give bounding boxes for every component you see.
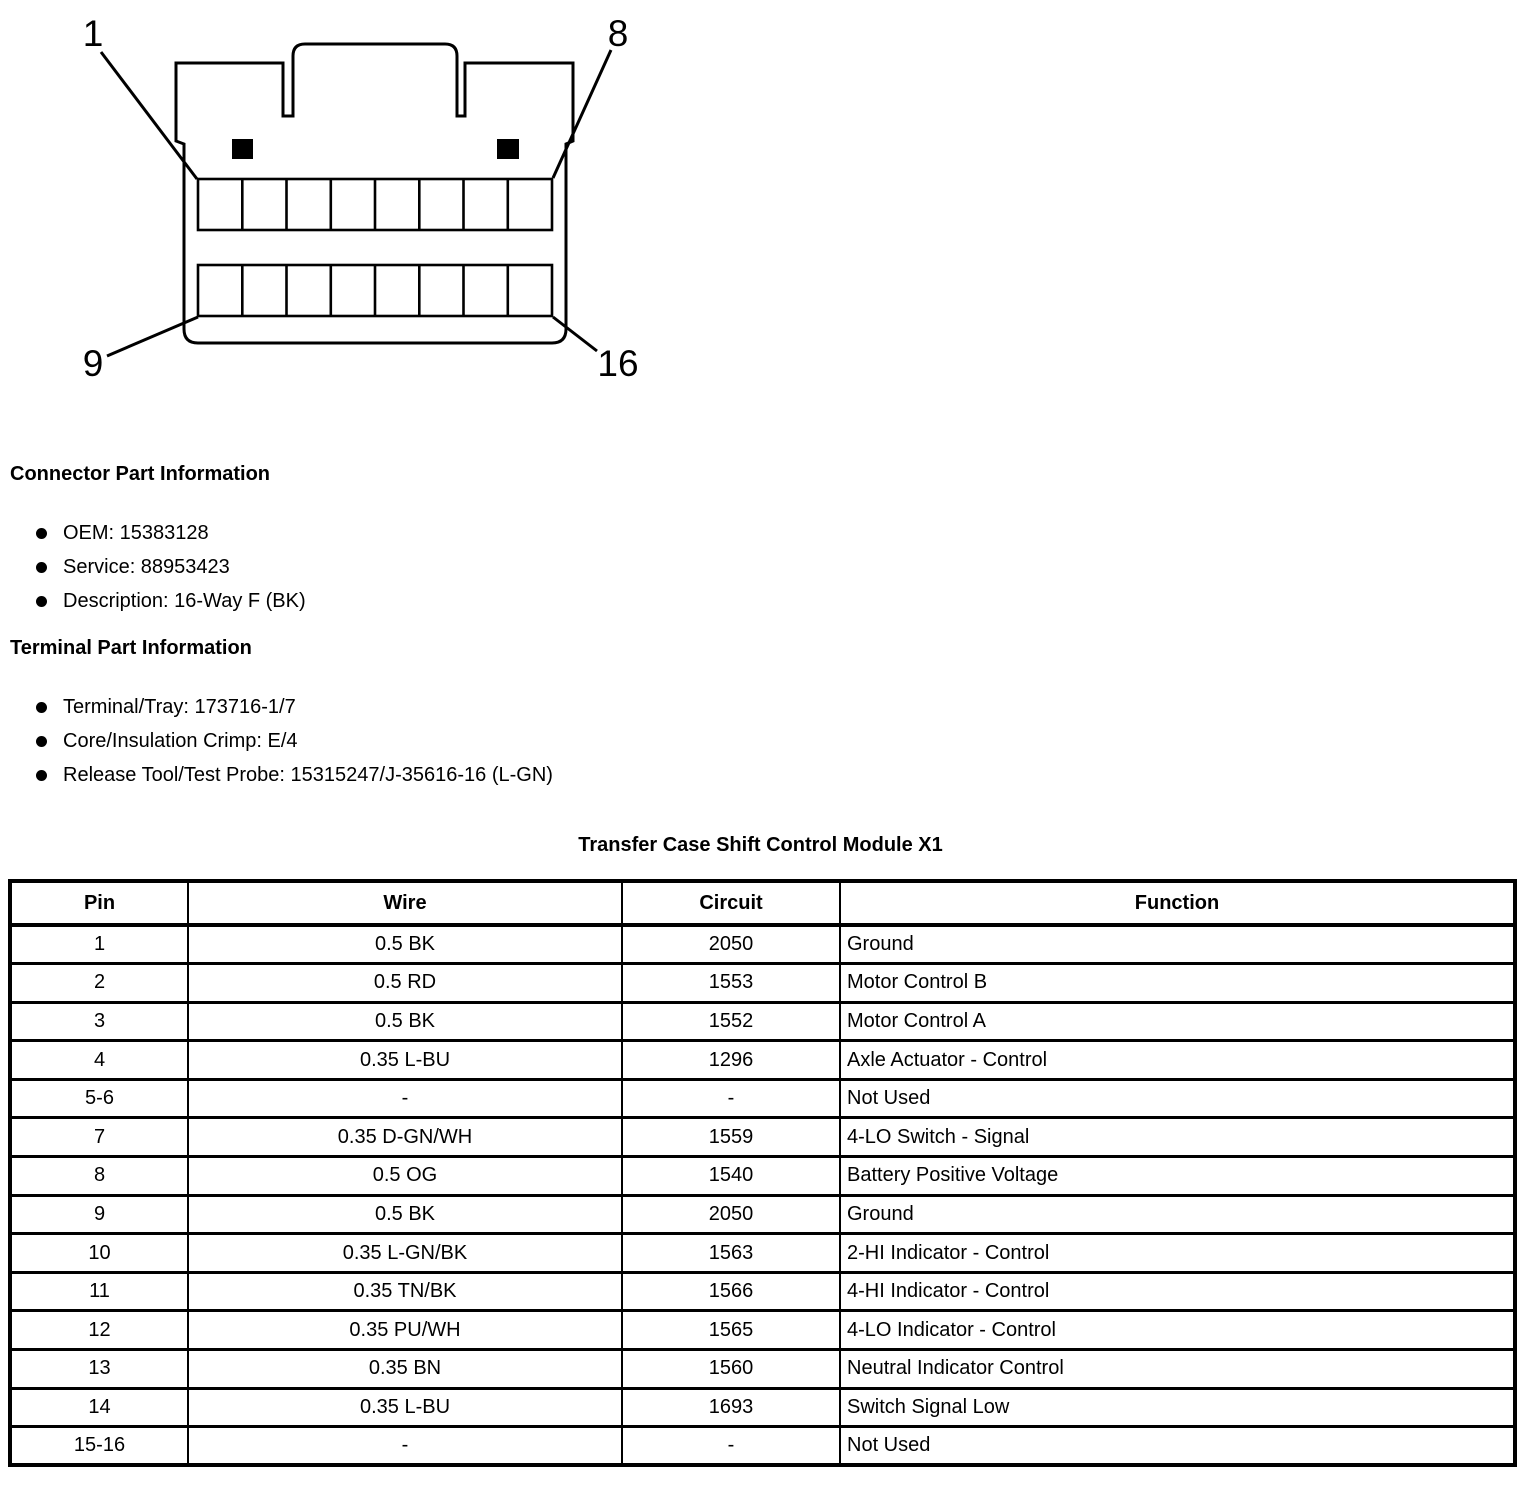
bullet-icon — [36, 562, 47, 573]
pin-label-16: 16 — [597, 343, 639, 384]
leader-line-pin16 — [553, 317, 597, 351]
pin-cell: 11 — [10, 1272, 188, 1311]
wire-cell: 0.35 PU/WH — [188, 1311, 622, 1350]
circuit-cell: - — [622, 1079, 840, 1118]
table-row — [10, 1311, 1515, 1350]
function-cell: Ground — [840, 1195, 1515, 1234]
table-row — [10, 1234, 1515, 1273]
list-item-text: Service: 88953423 — [63, 556, 230, 578]
function-cell: Motor Control B — [840, 964, 1515, 1003]
pin-cell: 9 — [10, 1195, 188, 1234]
wire-cell: 0.35 TN/BK — [188, 1272, 622, 1311]
list-item-text: Release Tool/Test Probe: 15315247/J-35616-16 (L-GN) — [63, 764, 553, 786]
pinout-table-title: Transfer Case Shift Control Module X1 — [578, 834, 943, 856]
circuit-cell: 2050 — [622, 1195, 840, 1234]
list-item-text: Core/Insulation Crimp: E/4 — [63, 730, 298, 752]
pin-cell: 4 — [10, 1041, 188, 1080]
wire-cell: 0.35 L-BU — [188, 1388, 622, 1427]
terminal-part-info-list — [0, 690, 1520, 792]
wire-cell: 0.35 L-BU — [188, 1041, 622, 1080]
pinout-table — [8, 879, 1517, 1467]
cavity-row-bottom — [198, 265, 552, 316]
pin-cell: 5-6 — [10, 1079, 188, 1118]
circuit-cell: 1552 — [622, 1002, 840, 1041]
connector-part-info-heading: Connector Part Information — [10, 463, 271, 485]
pin-cell: 7 — [10, 1118, 188, 1157]
circuit-cell: 1566 — [622, 1272, 840, 1311]
bullet-icon — [36, 702, 47, 713]
wire-cell: 0.5 BK — [188, 925, 622, 964]
list-item — [0, 690, 1520, 724]
table-row — [10, 1002, 1515, 1041]
pin-cell: 15-16 — [10, 1427, 188, 1466]
bullet-icon — [36, 596, 47, 607]
list-item-text: Description: 16-Way F (BK) — [63, 590, 306, 612]
pin-cell: 1 — [10, 925, 188, 964]
function-cell: 4-LO Switch - Signal — [840, 1118, 1515, 1157]
list-item-text: OEM: 15383128 — [63, 522, 209, 544]
pin-cell: 13 — [10, 1350, 188, 1389]
bullet-icon — [36, 528, 47, 539]
pin-cell: 3 — [10, 1002, 188, 1041]
pinout-table-header — [10, 881, 1515, 925]
connector-part-info-list — [0, 516, 1520, 618]
leader-line-pin8 — [553, 50, 611, 178]
column-header-function: Function — [840, 881, 1515, 925]
function-cell: Switch Signal Low — [840, 1388, 1515, 1427]
column-header-pin: Pin — [10, 881, 188, 925]
function-cell: Motor Control A — [840, 1002, 1515, 1041]
function-cell: Axle Actuator - Control — [840, 1041, 1515, 1080]
bullet-icon — [36, 770, 47, 781]
leader-line-pin1 — [101, 52, 197, 179]
pinout-table-body — [10, 925, 1515, 1465]
pin-cell: 10 — [10, 1234, 188, 1273]
table-row — [10, 1272, 1515, 1311]
function-cell: 2-HI Indicator - Control — [840, 1234, 1515, 1273]
wire-cell: 0.35 BN — [188, 1350, 622, 1389]
pin-cell: 14 — [10, 1388, 188, 1427]
circuit-cell: 1553 — [622, 964, 840, 1003]
terminal-part-info-heading: Terminal Part Information — [10, 637, 252, 659]
connector-document-page — [0, 4, 1520, 1502]
table-row — [10, 1350, 1515, 1389]
list-item — [0, 724, 1520, 758]
keying-square-right — [497, 139, 519, 159]
list-item — [0, 584, 1520, 618]
keying-square-left — [232, 139, 253, 159]
pin-label-9: 9 — [82, 343, 104, 384]
wire-cell: 0.35 D-GN/WH — [188, 1118, 622, 1157]
wire-cell: 0.5 RD — [188, 964, 622, 1003]
table-row — [10, 1041, 1515, 1080]
pin-cell: 12 — [10, 1311, 188, 1350]
bullet-icon — [36, 736, 47, 747]
circuit-cell: 1565 — [622, 1311, 840, 1350]
table-row — [10, 964, 1515, 1003]
wire-cell: 0.5 OG — [188, 1157, 622, 1196]
circuit-cell: 1693 — [622, 1388, 840, 1427]
table-row — [10, 1118, 1515, 1157]
column-header-wire: Wire — [188, 881, 622, 925]
function-cell: Not Used — [840, 1427, 1515, 1466]
function-cell: Battery Positive Voltage — [840, 1157, 1515, 1196]
function-cell: Ground — [840, 925, 1515, 964]
wire-cell: - — [188, 1079, 622, 1118]
wire-cell: 0.5 BK — [188, 1195, 622, 1234]
table-row — [10, 1157, 1515, 1196]
circuit-cell: 1296 — [622, 1041, 840, 1080]
table-row — [10, 1427, 1515, 1466]
pin-cell: 2 — [10, 964, 188, 1003]
wire-cell: - — [188, 1427, 622, 1466]
circuit-cell: 1560 — [622, 1350, 840, 1389]
header-row — [10, 881, 1515, 925]
pin-label-1: 1 — [82, 13, 104, 54]
list-item — [0, 516, 1520, 550]
circuit-cell: - — [622, 1427, 840, 1466]
wire-cell: 0.35 L-GN/BK — [188, 1234, 622, 1273]
table-row — [10, 1388, 1515, 1427]
column-header-circuit: Circuit — [622, 881, 840, 925]
circuit-cell: 1559 — [622, 1118, 840, 1157]
wire-cell: 0.5 BK — [188, 1002, 622, 1041]
list-item — [0, 758, 1520, 792]
table-row — [10, 925, 1515, 964]
function-cell: 4-HI Indicator - Control — [840, 1272, 1515, 1311]
circuit-cell: 1540 — [622, 1157, 840, 1196]
pin-label-8: 8 — [607, 13, 629, 54]
circuit-cell: 2050 — [622, 925, 840, 964]
circuit-cell: 1563 — [622, 1234, 840, 1273]
list-item-text: Terminal/Tray: 173716-1/7 — [63, 696, 296, 718]
list-item — [0, 550, 1520, 584]
table-row — [10, 1079, 1515, 1118]
function-cell: 4-LO Indicator - Control — [840, 1311, 1515, 1350]
function-cell: Not Used — [840, 1079, 1515, 1118]
connector-diagram — [0, 4, 660, 389]
table-row — [10, 1195, 1515, 1234]
cavity-row-top — [198, 179, 552, 230]
function-cell: Neutral Indicator Control — [840, 1350, 1515, 1389]
pin-cell: 8 — [10, 1157, 188, 1196]
